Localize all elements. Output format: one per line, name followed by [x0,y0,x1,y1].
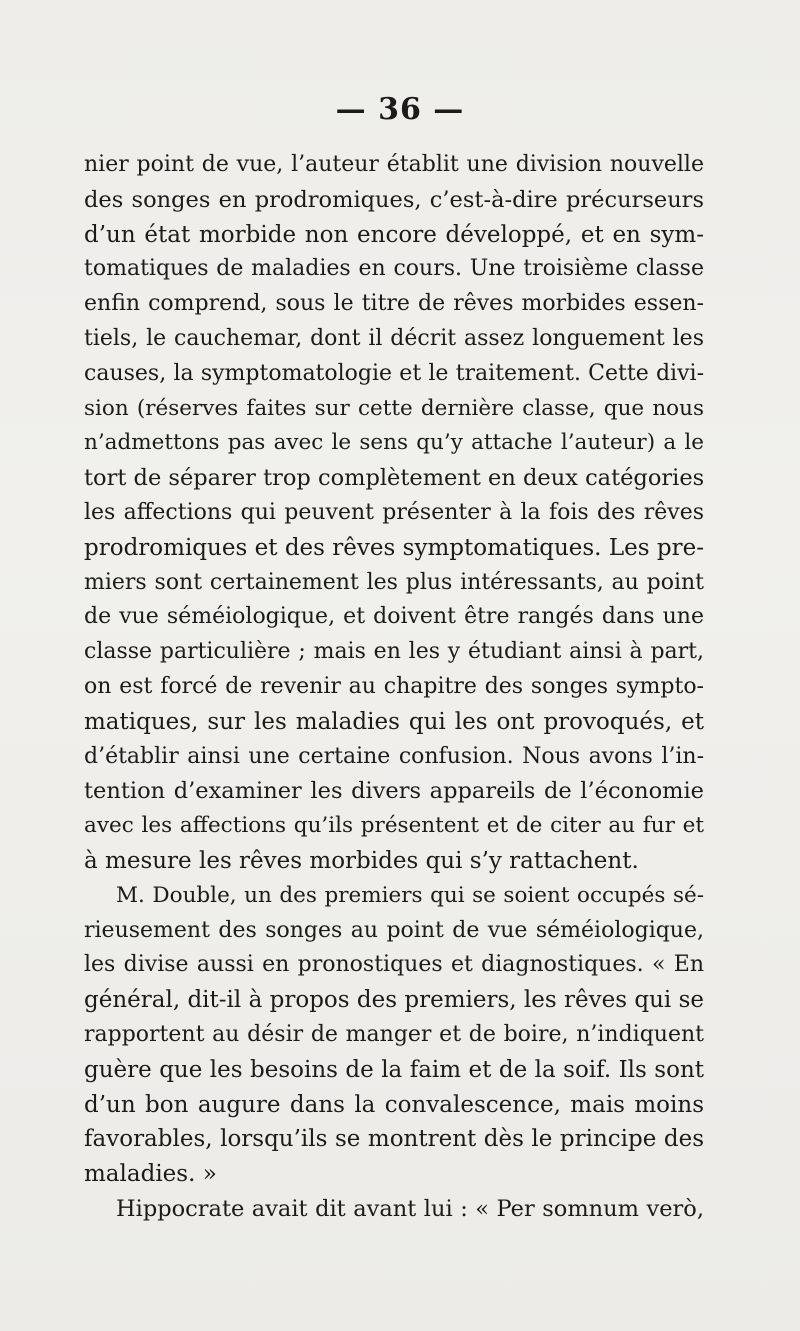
page-body-text [84,148,704,1227]
text-line: tiels, le cauchemar, dont il décrit assez longuement les [84,325,704,351]
text-line: les divise aussi en pronostiques et diagnostiques. « En [84,952,704,978]
text-line: d’établir ainsi une certaine confusion. Nous avons l’in- [84,743,704,769]
page-number: — 36 — [335,92,465,127]
text-line: guère que les besoins de la faim et de la soif. Ils sont [84,1056,704,1083]
text-line: d’un état morbide non encore développé, et en sym- [84,221,704,248]
text-line: à mesure les rêves morbides qui s’y rattachent. [84,847,639,874]
text-line: miers sont certainement les plus intéressants, au point [84,569,704,595]
text-line: M. Double, un des premiers qui se soient occupés sé- [116,882,704,908]
text-line: rapportent au désir de manger et de boire, n’indiquent [84,1021,704,1047]
text-line: favorables, lorsqu’ils se montrent dès le principe des [84,1126,704,1153]
text-line: des songes en prodromiques, c’est-à-dire précurseurs [84,186,704,213]
text-line: causes, la symptomatologie et le traitement. Cette divi- [84,360,704,386]
text-line: on est forcé de revenir au chapitre des songes sympto- [84,673,704,699]
text-line: sion (réserves faites sur cette dernière classe, que nous [84,395,704,421]
text-line: tention d’examiner les divers appareils de l’économie [84,778,704,805]
text-line: enfin comprend, sous le titre de rêves morbides essen- [84,291,704,317]
text-line: rieusement des songes au point de vue séméiologique, [84,917,704,943]
text-line: prodromiques et des rêves symptomatiques. Les pre- [84,534,704,561]
text-line: les affections qui peuvent présenter à la fois des rêves [84,499,704,525]
text-line: de vue séméiologique, et doivent être rangés dans une [84,604,704,630]
text-line: avec les affections qu’ils présentent et de citer au fur et [84,813,704,839]
text-line: matiques, sur les maladies qui les ont provoqués, et [84,708,704,735]
text-line: n’admettons pas avec le sens qu’y attache l’auteur) a le [84,430,704,456]
text-line: d’un bon augure dans la convalescence, mais moins [84,1091,704,1118]
text-line: maladies. » [84,1161,217,1188]
text-line: Hippocrate avait dit avant lui : « Per somnum verò, [116,1195,704,1222]
text-line: tomatiques de maladies en cours. Une troisième classe [84,256,704,282]
text-line: général, dit-il à propos des premiers, les rêves qui se [84,987,704,1014]
text-line: classe particulière ; mais en les y étudiant ainsi à part, [84,639,704,665]
text-line: tort de séparer trop complètement en deux catégories [84,465,705,492]
text-line: nier point de vue, l’auteur établit une division nouvelle [84,152,704,177]
